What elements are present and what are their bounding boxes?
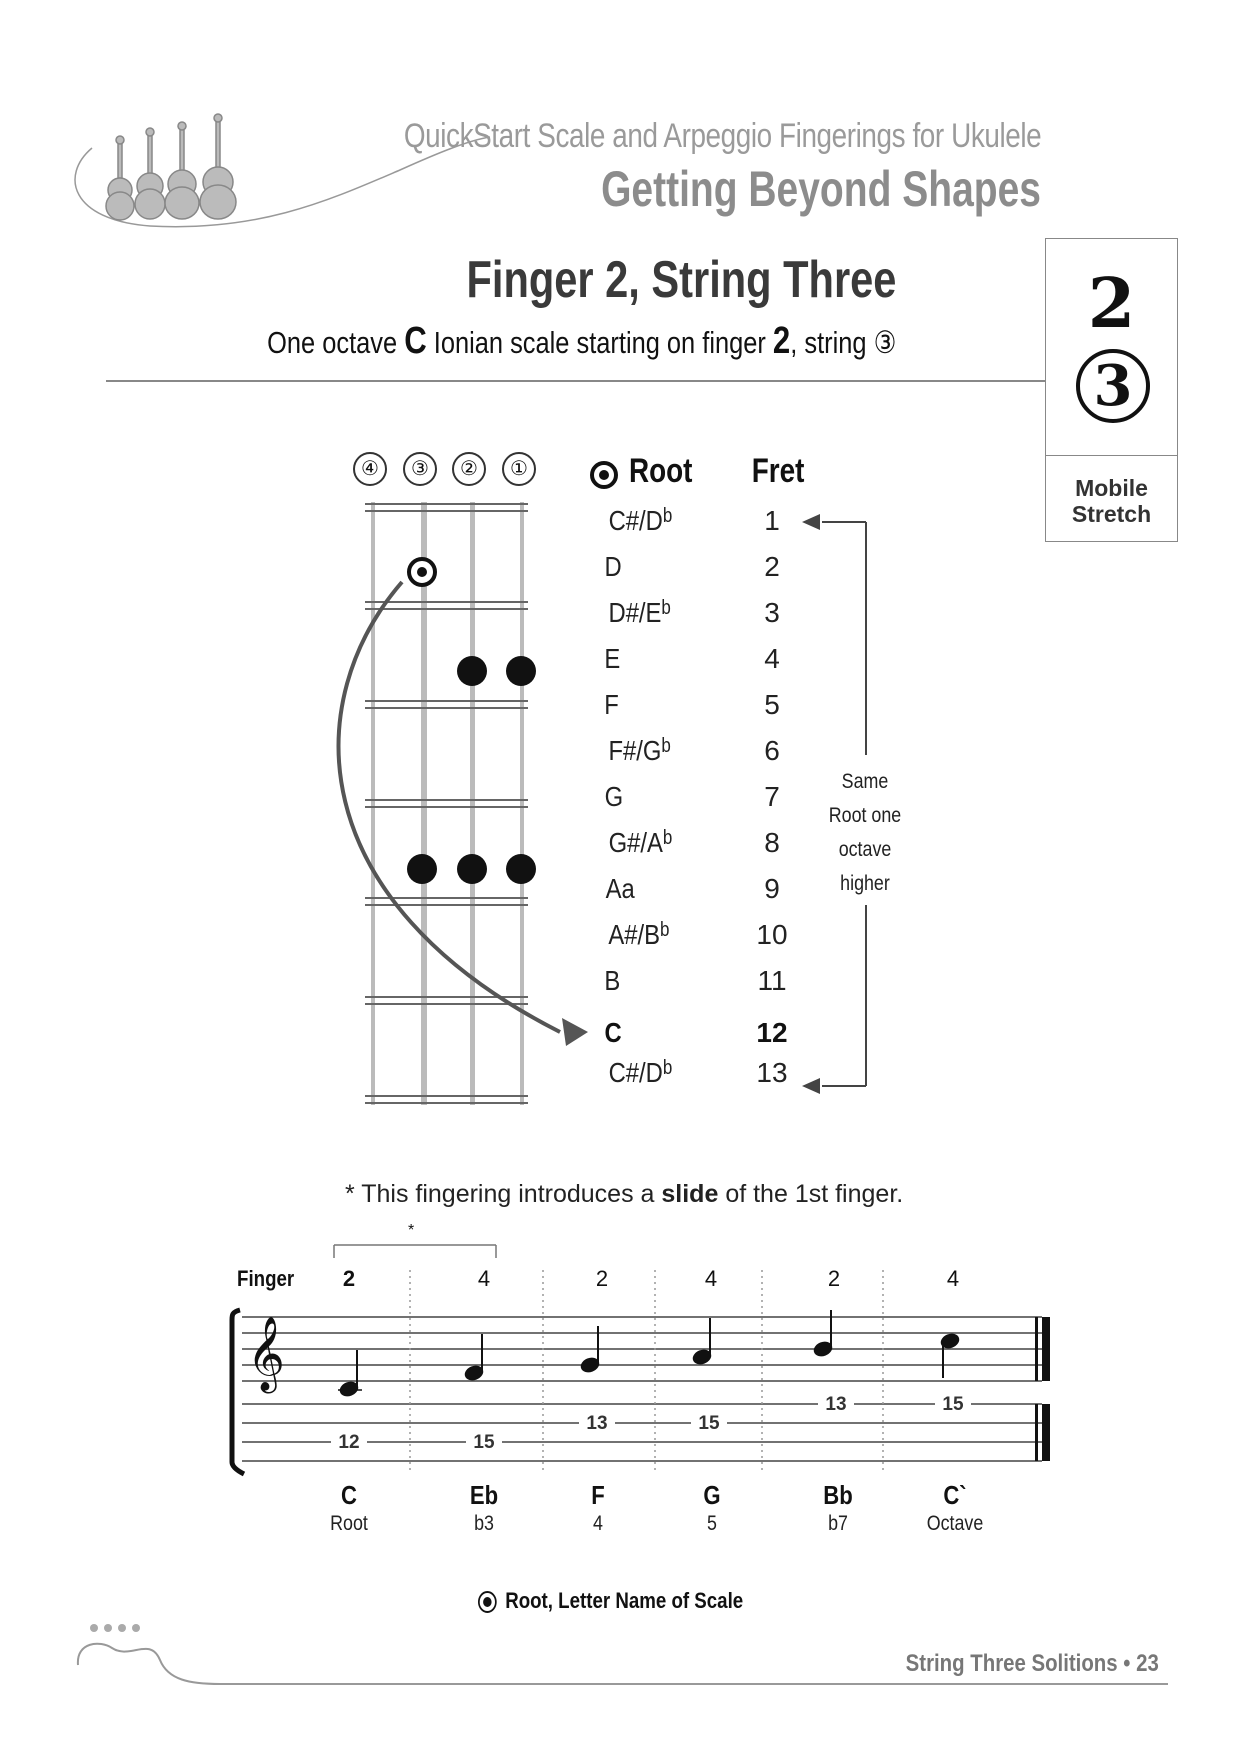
- fret-cell: 5: [764, 689, 780, 720]
- finger-number: 4: [704, 1266, 718, 1291]
- interval-label: 4: [593, 1512, 603, 1535]
- finger-dot: [407, 854, 437, 884]
- footnote-post: of the 1st finger.: [718, 1180, 904, 1208]
- note-text: F: [604, 689, 619, 720]
- note-text: Aa: [605, 873, 635, 904]
- octave-note-line: Same: [841, 770, 889, 793]
- note-cell: [608, 919, 669, 951]
- finger-label: Finger: [237, 1266, 295, 1291]
- subtitle-post: , string: [789, 325, 874, 360]
- note-cell: [609, 597, 671, 629]
- finger-number: 4: [477, 1266, 491, 1291]
- subtitle-pre: One octave: [266, 325, 404, 360]
- flat-sign: b: [662, 1057, 673, 1079]
- fingering-badge: [1045, 238, 1178, 542]
- note-name: C`: [943, 1480, 967, 1510]
- flat-sign: b: [662, 505, 673, 527]
- interval-label: Octave: [926, 1512, 984, 1535]
- note-name: C: [341, 1480, 357, 1510]
- fret-column-header: Fret: [751, 452, 805, 490]
- tab-number: 12: [331, 1432, 367, 1454]
- title-rule: [106, 380, 1046, 382]
- tab-number: 13: [818, 1394, 854, 1416]
- badge-string: 3: [1076, 349, 1150, 423]
- root-icon: [478, 1591, 497, 1613]
- note-text: C#/D: [608, 505, 663, 536]
- finger-dot: [457, 656, 487, 686]
- fret-cell: 7: [764, 781, 780, 812]
- tab-number: 15: [466, 1432, 502, 1454]
- note-cell: [605, 551, 622, 583]
- note-text: E: [604, 643, 621, 674]
- note-cell: [609, 735, 671, 767]
- fret-cell: 10: [756, 919, 788, 950]
- fret-cell: 8: [764, 827, 780, 858]
- octave-note-line: Root one: [828, 804, 902, 827]
- note-cell: [605, 1017, 622, 1049]
- note-cell: [606, 873, 635, 905]
- badge-divider: [1046, 455, 1177, 456]
- root-header-icon: [592, 463, 616, 487]
- flat-sign: b: [661, 597, 671, 619]
- fret-cell: 4: [764, 643, 780, 674]
- interval-label: b7: [828, 1512, 848, 1535]
- slide-mark: *: [408, 1222, 415, 1239]
- tab-number: 15: [691, 1413, 727, 1435]
- flat-sign: b: [661, 735, 671, 757]
- fret-cell: 11: [757, 965, 787, 996]
- series-title: QuickStart Scale and Arpeggio Fingerings for Ukulele: [403, 117, 1041, 155]
- fret-cell: 12: [756, 1017, 788, 1048]
- page-title: Finger 2, String Three: [466, 251, 896, 309]
- flat-sign: b: [662, 827, 673, 849]
- finger-number: 2: [827, 1266, 841, 1291]
- note-name: G: [703, 1480, 721, 1510]
- subtitle-finger: 2: [772, 320, 790, 362]
- badge-finger: 2: [1087, 264, 1136, 344]
- fret-cell: 1: [764, 505, 780, 536]
- note-text: F#/G: [608, 735, 662, 766]
- note-name: Bb: [823, 1480, 853, 1510]
- badge-label-line2: Stretch: [1071, 501, 1152, 527]
- note-text: C: [604, 1017, 622, 1048]
- subtitle-mid: Ionian scale starting on finger: [426, 325, 773, 360]
- ukuleles-icon: [106, 114, 236, 220]
- badge-label: [1046, 475, 1177, 527]
- fretboard-diagram: [339, 502, 588, 1105]
- treble-clef-icon: 𝄞: [247, 1317, 285, 1391]
- note-name: F: [591, 1480, 605, 1510]
- legend: [478, 1588, 743, 1614]
- fret-cell: 13: [756, 1057, 788, 1088]
- legend-text: Root, Letter Name of Scale: [505, 1588, 744, 1613]
- note-cell: [605, 781, 624, 813]
- note-cell: [609, 827, 673, 859]
- note-cell: [604, 965, 620, 997]
- octave-note-line: higher: [840, 872, 890, 895]
- note-text: B: [604, 965, 621, 996]
- note-name: Eb: [469, 1480, 499, 1510]
- note-text: C#/D: [608, 1057, 663, 1088]
- note-cell: [604, 643, 620, 675]
- page-subtitle: [267, 320, 896, 363]
- string-label-3: ③: [403, 452, 437, 486]
- subtitle-key: C: [403, 320, 427, 362]
- flat-sign: b: [659, 919, 670, 941]
- note-cell: [609, 505, 673, 537]
- finger-number: 2: [595, 1266, 609, 1291]
- note-text: A#/B: [608, 919, 660, 950]
- note-text: G: [604, 781, 624, 812]
- subtitle-string: ③: [873, 325, 896, 360]
- finger-dot: [506, 854, 536, 884]
- finger-dot: [506, 656, 536, 686]
- footnote-bold: slide: [661, 1180, 719, 1208]
- fret-cell: 9: [764, 873, 780, 904]
- tab-number: 13: [579, 1413, 615, 1435]
- fret-cell: 3: [764, 597, 780, 628]
- note-cell: [604, 689, 619, 721]
- interval-label: 5: [707, 1512, 717, 1535]
- finger-number: 2: [342, 1266, 356, 1291]
- badge-label-line1: Mobile: [1075, 475, 1148, 501]
- note-text: D#/E: [608, 597, 662, 628]
- footnote: [345, 1180, 903, 1209]
- interval-label: b3: [474, 1512, 494, 1535]
- arrow-head: [562, 1018, 588, 1046]
- footnote-pre: * This fingering introduces a: [345, 1180, 662, 1208]
- note-cell: [609, 1057, 673, 1089]
- root-column-header: Root: [628, 452, 693, 490]
- string-label-2: ②: [452, 452, 486, 486]
- string-label-4: ④: [353, 452, 387, 486]
- page-footer: String Three Solitions • 23: [905, 1650, 1159, 1677]
- note-text: G#/A: [608, 827, 663, 858]
- finger-dot: [457, 854, 487, 884]
- finger-number: 4: [946, 1266, 960, 1291]
- fret-cell: 2: [764, 551, 780, 582]
- octave-note-line: octave: [838, 838, 892, 861]
- interval-label: Root: [330, 1512, 368, 1535]
- tab-number: 15: [935, 1394, 971, 1416]
- book-title: Getting Beyond Shapes: [601, 161, 1041, 217]
- note-text: D: [604, 551, 622, 582]
- octave-note: [827, 765, 904, 901]
- fret-cell: 6: [764, 735, 780, 766]
- string-label-1: ①: [502, 452, 536, 486]
